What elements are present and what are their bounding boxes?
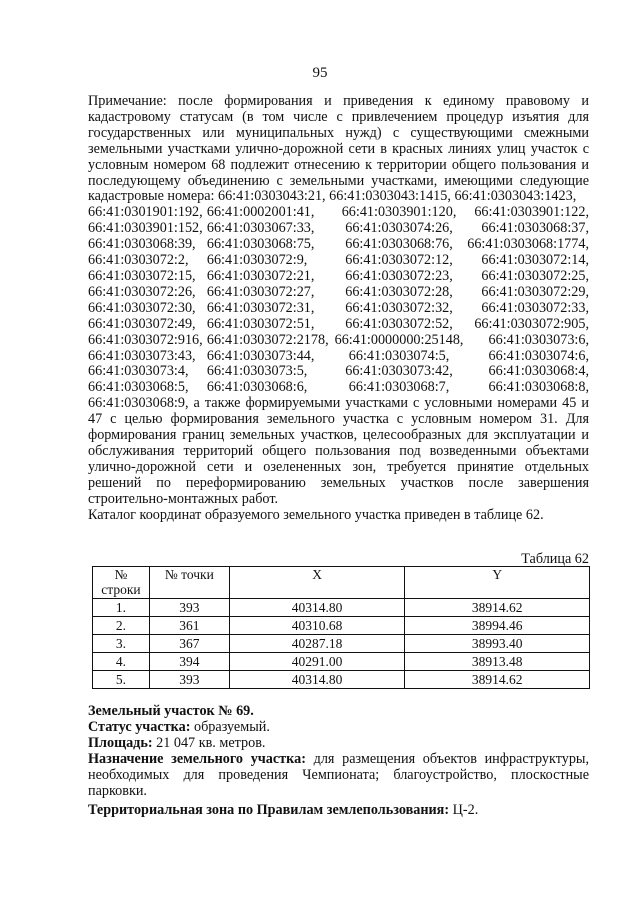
x-cell: 40314.80	[229, 599, 405, 617]
cadastral-number: 66:41:0303068:8,	[488, 379, 589, 396]
cadastral-number: 66:41:0303074:5,	[348, 347, 450, 364]
cadastral-number: 66:41:0303901:122,	[474, 204, 589, 221]
cadastral-number: 66:41:0303072:9,	[206, 252, 308, 269]
plot-status: Статус участка: образуемый.	[88, 719, 270, 735]
cadastral-number: 66:41:0303068:37,	[481, 220, 589, 237]
cadastral-number: 66:41:0303068:5,	[88, 379, 189, 396]
cadastral-number: 66:41:0000000:25148,	[334, 331, 464, 348]
coordinates-table	[92, 566, 590, 689]
cadastral-number: 66:41:0303072:33,	[481, 299, 589, 316]
y-cell: 38913.48	[405, 653, 590, 671]
y-cell: 38914.62	[405, 671, 590, 689]
cadastral-number: 66:41:0301901:192,	[88, 204, 203, 221]
cadastral-number: 66:41:0303072:2,	[88, 252, 189, 269]
y-cell: 38994.46	[405, 617, 590, 635]
cadastral-number: 66:41:0303073:42,	[345, 363, 453, 380]
cadastral-number: 66:41:0303073:4,	[88, 363, 189, 380]
table-row	[93, 635, 590, 653]
table-row	[93, 617, 590, 635]
point-number-cell: 393	[149, 671, 229, 689]
note-continuation: 66:41:0303068:9, а также формируемыми участками с условными номерами 45 и 47 с целью формирования земельного участка с условным номером 31. Для формирования границ земельных участков, целесообразных для эксплуатации и обслуживания территорий общего пользования под возведенными объектами улично-дорожной сети и озелененных зон, требуется принятие отдельных решений по переформированию земельных участков после завершения строительно-монтажных работ.	[88, 395, 589, 507]
cadastral-number-list	[88, 205, 589, 396]
note-block	[88, 94, 589, 523]
header-point-number: № точки	[149, 567, 229, 599]
cadastral-number: 66:41:0303072:21,	[206, 267, 315, 284]
plot-description	[88, 703, 589, 818]
cadastral-number: 66:41:0303072:23,	[345, 267, 453, 284]
cadastral-number: 66:41:0002001:41,	[206, 204, 315, 221]
row-number-cell: 2.	[93, 617, 150, 635]
plot-title: Земельный участок № 69.	[88, 703, 254, 719]
cadastral-number: 66:41:0303072:916,	[88, 331, 203, 348]
cadastral-number: 66:41:0303072:12,	[345, 252, 453, 269]
y-cell: 38993.40	[405, 635, 590, 653]
note-paragraph: Примечание: после формирования и приведения к единому правовому и кадастровому статусам (в том числе с привлечением процедур изъятия для государственных или муниципальных нужд) с существующими смежными земельными участками улично-дорожной сети в красных линиях улиц участок с условным номером 68 подлежит отнесению к территории общего пользования и последующему объединению с земельными участками, имеющими следующие кадастровые номера: 66:41:0303043:21, 66:41:0303043:1415, 66:41:0303043:1423,	[88, 93, 589, 205]
cadastral-number: 66:41:0303068:75,	[206, 236, 315, 253]
cadastral-number: 66:41:0303072:2178,	[206, 331, 329, 348]
cadastral-number: 66:41:0303072:29,	[481, 283, 589, 300]
cadastral-number: 66:41:0303072:31,	[206, 299, 315, 316]
point-number-cell: 367	[149, 635, 229, 653]
point-number-cell: 361	[149, 617, 229, 635]
table-row	[93, 653, 590, 671]
cadastral-number: 66:41:0303067:33,	[206, 220, 315, 237]
point-number-cell: 393	[149, 599, 229, 617]
plot-area: Площадь: 21 047 кв. метров.	[88, 735, 266, 751]
header-x: X	[229, 567, 405, 599]
header-row-number: № строки	[93, 567, 150, 599]
row-number-cell: 4.	[93, 653, 150, 671]
cadastral-number: 66:41:0303072:14,	[481, 252, 589, 269]
cadastral-number: 66:41:0303068:4,	[488, 363, 589, 380]
page-number: 95	[312, 65, 328, 81]
cadastral-number: 66:41:0303072:51,	[206, 315, 315, 332]
cadastral-number: 66:41:0303072:32,	[345, 299, 453, 316]
point-number-cell: 394	[149, 653, 229, 671]
table-caption: Таблица 62	[521, 551, 589, 567]
x-cell: 40291.00	[229, 653, 405, 671]
catalog-sentence: Каталог координат образуемого земельного участка приведен в таблице 62.	[88, 506, 544, 523]
x-cell: 40314.80	[229, 671, 405, 689]
plot-zone: Территориальная зона по Правилам землепользования: Ц-2.	[88, 802, 479, 818]
x-cell: 40310.68	[229, 617, 405, 635]
cadastral-number: 66:41:0303073:5,	[206, 363, 308, 380]
cadastral-number: 66:41:0303068:1774,	[467, 236, 589, 253]
cadastral-number: 66:41:0303068:76,	[345, 236, 453, 253]
x-cell: 40287.18	[229, 635, 405, 653]
table-body	[93, 599, 590, 689]
cadastral-number: 66:41:0303072:27,	[206, 283, 315, 300]
cadastral-number: 66:41:0303072:52,	[345, 315, 453, 332]
cadastral-number: 66:41:0303072:26,	[88, 283, 196, 300]
cadastral-number: 66:41:0303073:43,	[88, 347, 196, 364]
header-y: Y	[405, 567, 590, 599]
cadastral-number: 66:41:0303072:49,	[88, 315, 196, 332]
cadastral-number: 66:41:0303901:152,	[88, 220, 203, 237]
row-number-cell: 3.	[93, 635, 150, 653]
cadastral-number: 66:41:0303072:30,	[88, 299, 196, 316]
table-row	[93, 599, 590, 617]
cadastral-number: 66:41:0303073:44,	[206, 347, 315, 364]
row-number-cell: 1.	[93, 599, 150, 617]
cadastral-number: 66:41:0303074:26,	[345, 220, 453, 237]
y-cell: 38914.62	[405, 599, 590, 617]
cadastral-number: 66:41:0303072:28,	[345, 283, 453, 300]
table-header-row	[93, 567, 590, 599]
cadastral-number: 66:41:0303072:25,	[481, 267, 589, 284]
cadastral-number: 66:41:0303068:7,	[348, 379, 450, 396]
cadastral-number: 66:41:0303068:39,	[88, 236, 196, 253]
table-row	[93, 671, 590, 689]
cadastral-number: 66:41:0303901:120,	[341, 204, 457, 221]
row-number-cell: 5.	[93, 671, 150, 689]
cadastral-number: 66:41:0303072:905,	[474, 315, 589, 332]
cadastral-number: 66:41:0303073:6,	[488, 331, 589, 348]
plot-purpose: Назначение земельного участка: для размещения объектов инфраструктуры, необходимых для проведения Чемпионата; благоустройство, плоскостные парковки.	[88, 751, 589, 799]
cadastral-number: 66:41:0303074:6,	[488, 347, 589, 364]
cadastral-number: 66:41:0303068:6,	[206, 379, 308, 396]
cadastral-number: 66:41:0303072:15,	[88, 267, 196, 284]
